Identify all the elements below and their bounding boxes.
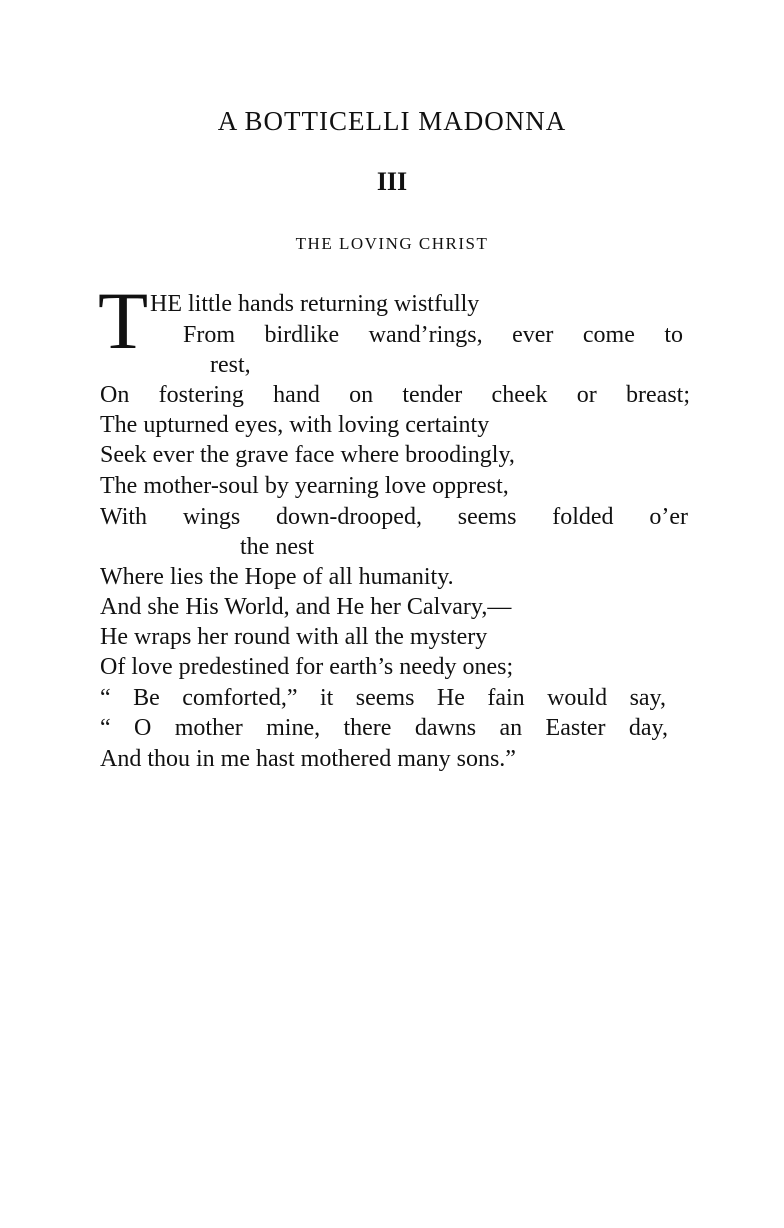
poem-line: From birdlike wand’rings, ever come to [183, 322, 683, 348]
poem-title: A BOTTICELLI MADONNA [217, 106, 567, 136]
poem-part-number: III [376, 167, 408, 196]
poem-line: HE little hands returning wistfully [150, 291, 480, 317]
poem-line: the nest [240, 534, 314, 560]
poem-line: “ Be comforted,” it seems He fain would say, [100, 685, 666, 711]
poem-subtitle: THE LOVING CHRIST [295, 234, 489, 253]
poem-line: The mother-soul by yearning love opprest, [100, 473, 509, 499]
poem-line: Where lies the Hope of all humanity. [100, 564, 454, 590]
poem-line: On fostering hand on tender cheek or breast; [100, 382, 690, 408]
poem-line: With wings down-drooped, seems folded o’er [100, 504, 688, 530]
poem-line: Seek ever the grave face where broodingly, [100, 442, 515, 468]
poem-line: “ O mother mine, there dawns an Easter day, [100, 715, 668, 741]
poem-line: rest, [210, 352, 251, 378]
drop-cap-initial: T [98, 275, 149, 366]
poem-line: And thou in me hast mothered many sons.” [100, 746, 516, 772]
poem-line: He wraps her round with all the mystery [100, 624, 488, 650]
poem-line: The upturned eyes, with loving certainty [100, 412, 490, 438]
poem-line: Of love predestined for earth’s needy ones; [100, 654, 514, 680]
poem-line: And she His World, and He her Calvary,— [100, 594, 512, 620]
